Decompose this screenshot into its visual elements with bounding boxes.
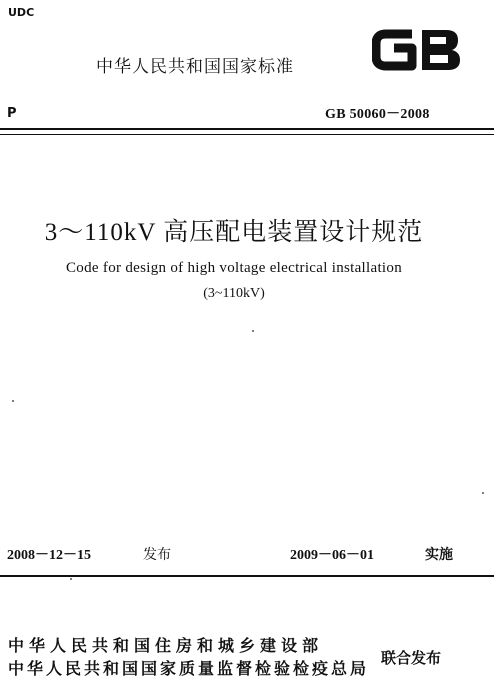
title-english: Code for design of high voltage electrical installation: [66, 260, 402, 276]
joint-publish-label: 联合发布: [381, 649, 442, 667]
scan-speck: [252, 330, 254, 332]
footer-rule: [0, 575, 494, 577]
scan-speck: [12, 400, 14, 402]
gb-logo: [372, 26, 464, 74]
scan-speck: [482, 492, 484, 494]
implementation-date: 2009－06－01: [290, 548, 374, 563]
publisher-line-1: 中华人民共和国住房和城乡建设部: [8, 636, 324, 655]
issue-label: 发布: [143, 547, 171, 563]
ccs-code: P: [7, 106, 17, 121]
standard-number: GB 50060－2008: [325, 107, 430, 122]
scan-speck: [70, 578, 72, 580]
header-rule-thin: [0, 134, 494, 135]
publisher-line-2: 中华人民共和国国家质量监督检验检疫总局: [8, 659, 370, 678]
implementation-label: 实施: [425, 547, 453, 563]
standard-class-title: 中华人民共和国国家标准: [96, 57, 294, 77]
issue-date: 2008－12－15: [7, 548, 91, 563]
header-rule-thick: [0, 128, 494, 130]
title-english-subtitle: (3~110kV): [203, 286, 265, 301]
udc-label: UDC: [8, 6, 35, 19]
title-chinese: 3～110kV 高压配电装置设计规范: [44, 219, 424, 246]
